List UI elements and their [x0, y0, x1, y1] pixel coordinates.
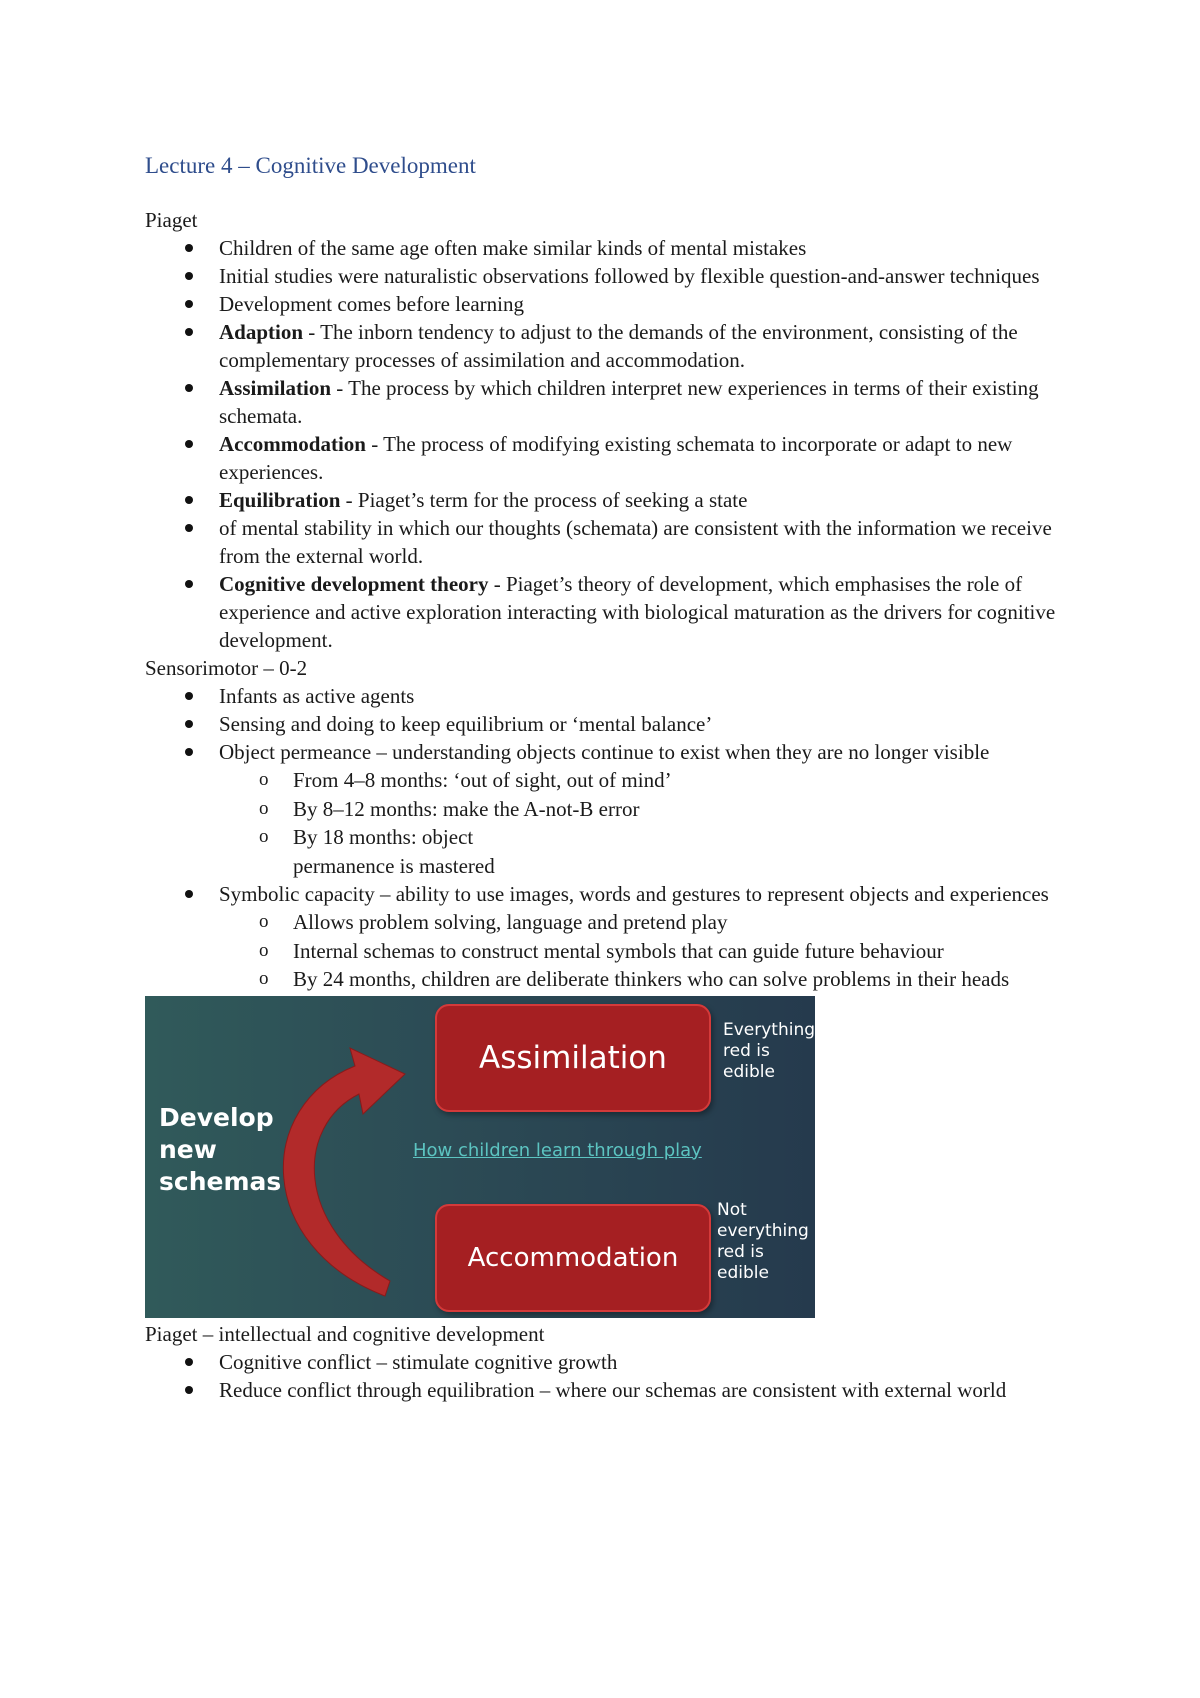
list-item: Adaption - The inborn tendency to adjust to the demands of the environment, consisting of the complementary processes of assimilation and accommodation. [219, 318, 1065, 374]
list-item: Cognitive development theory - Piaget’s theory of development, which emphasises the role of experience and active exploration interacting with biological maturation as the drivers for cognitive development. [219, 570, 1065, 654]
list-item: Initial studies were naturalistic observations followed by flexible question-and-answer techniques [219, 262, 1065, 290]
accommodation-box: Accommodation [435, 1204, 711, 1312]
list-item: Accommodation - The process of modifying existing schemata to incorporate or adapt to new experiences. [219, 430, 1065, 486]
piaget-list [145, 234, 1065, 654]
sub-list-item: o Internal schemas to construct mental symbols that can guide future behaviour [293, 937, 1065, 966]
assimilation-note: Everything red is edible [723, 1019, 815, 1082]
page-title: Lecture 4 – Cognitive Development [145, 153, 476, 178]
develop-new-schemas-label: Develop new schemas [159, 1102, 282, 1196]
list-item: Equilibration - Piaget’s term for the process of seeking a state [219, 486, 1065, 514]
sub-list-item: o By 24 months, children are deliberate thinkers who can solve problems in their heads [293, 965, 1065, 994]
sub-list [219, 908, 1065, 994]
play-learning-link[interactable]: How children learn through play [413, 1139, 702, 1161]
list-item: Assimilation - The process by which children interpret new experiences in terms of their existing schemata. [219, 374, 1065, 430]
list-item: Sensing and doing to keep equilibrium or ‘mental balance’ [219, 710, 1065, 738]
assimilation-accommodation-slide [145, 996, 815, 1318]
list-item: Object permeance – understanding objects continue to exist when they are no longer visible o From 4–8 months: ‘out of sight, out of mind’ o By 8–12 months: make the A-not-B error o By 18 months: object permanence is mastered [219, 738, 1065, 880]
section-heading-intellectual: Piaget – intellectual and cognitive development [145, 1321, 545, 1346]
list-item: Cognitive conflict – stimulate cognitive growth [219, 1348, 1065, 1376]
intellectual-list [145, 1348, 1065, 1404]
section-heading-piaget: Piaget [145, 208, 198, 232]
document-page [145, 148, 1065, 1404]
list-item: Reduce conflict through equilibration – where our schemas are consistent with external world [219, 1376, 1065, 1404]
sub-list-item: o By 8–12 months: make the A-not-B error [293, 795, 1065, 824]
list-item: Infants as active agents [219, 682, 1065, 710]
sensorimotor-list [145, 682, 1065, 994]
sub-list-item: o From 4–8 months: ‘out of sight, out of mind’ [293, 766, 1065, 795]
sub-list-item: o By 18 months: object permanence is mastered [293, 823, 553, 880]
accommodation-note: Not everything red is edible [717, 1199, 809, 1283]
list-item: Children of the same age often make similar kinds of mental mistakes [219, 234, 1065, 262]
list-item: Symbolic capacity – ability to use images, words and gestures to represent objects and experiences o Allows problem solving, language and pretend play o Internal schemas to construct mental symbols that can guide future behaviour o By 24 months, children are deliberate thinkers who can solve problems in their heads [219, 880, 1065, 994]
sub-list [219, 766, 1065, 880]
sub-list-item: o Allows problem solving, language and pretend play [293, 908, 1065, 937]
list-item: Development comes before learning [219, 290, 1065, 318]
assimilation-box: Assimilation [435, 1004, 711, 1112]
section-heading-sensorimotor: Sensorimotor – 0-2 [145, 656, 308, 680]
list-item: of mental stability in which our thoughts (schemata) are consistent with the information we receive from the external world. [219, 514, 1065, 570]
